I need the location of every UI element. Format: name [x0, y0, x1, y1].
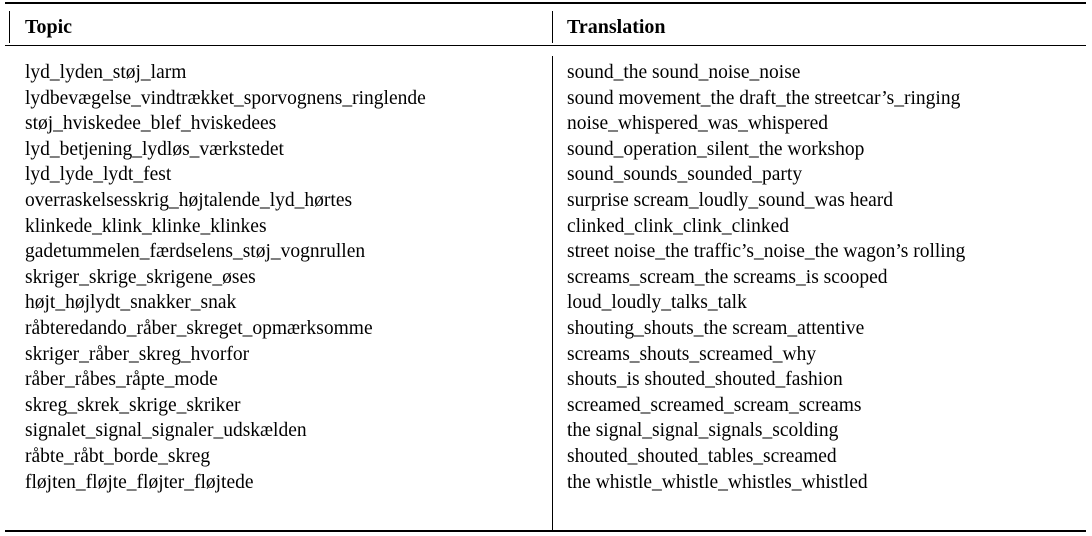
topic-cell: klinkede_klink_klinke_klinkes: [25, 215, 267, 237]
translation-cell: screams_shouts_screamed_why: [567, 343, 817, 365]
translation-cell: street noise_the traffic’s_noise_the wagon’s rolling: [567, 241, 966, 263]
topic-cell: lyd_betjening_lydløs_værkstedet: [25, 138, 284, 160]
topic-cell: støj_hviskedee_blef_hviskedees: [25, 113, 277, 135]
translation-column-header: Translation: [567, 16, 666, 38]
table-row: [5, 215, 1086, 241]
table-row: [5, 138, 1086, 164]
translation-cell: the whistle_whistle_whistles_whistled: [567, 471, 868, 493]
topic-cell: overraskelsesskrig_højtalende_lyd_hørtes: [25, 189, 353, 211]
topic-cell: signalet_signal_signaler_udskælden: [25, 420, 307, 442]
table-row: [5, 445, 1086, 471]
topic-column-header: Topic: [25, 16, 73, 38]
topic-cell: højt_højlydt_snakker_snak: [25, 292, 237, 314]
table-row: [5, 394, 1086, 420]
table-row: [5, 61, 1086, 87]
translation-cell: loud_loudly_talks_talk: [567, 292, 747, 314]
translation-cell: sound_the sound_noise_noise: [567, 62, 801, 83]
topic-cell: råber_råbes_råpte_mode: [25, 369, 218, 391]
translation-cell: shouting_shouts_the scream_attentive: [567, 317, 865, 339]
table-row: [5, 419, 1086, 445]
table-row: [5, 163, 1086, 189]
table-row: [5, 291, 1086, 317]
table-row: [5, 112, 1086, 138]
topic-cell: lydbevægelse_vindtrækket_sporvognens_ringlende: [25, 87, 426, 109]
table-row: [5, 368, 1086, 394]
table-row: [5, 343, 1086, 369]
translation-cell: sound_sounds_sounded_party: [567, 164, 803, 186]
table-row: [5, 317, 1086, 343]
topic-cell: lyd_lyde_lydt_fest: [25, 164, 172, 186]
table-row: [5, 266, 1086, 292]
topic-cell: skreg_skrek_skrige_skriker: [25, 394, 241, 416]
bottom-rule: [5, 530, 1086, 532]
topic-cell: gadetummelen_færdselens_støj_vognrullen: [25, 241, 366, 263]
topic-cell: skriger_skrige_skrigene_øses: [25, 266, 256, 288]
translation-cell: shouted_shouted_tables_screamed: [567, 445, 837, 467]
translation-cell: noise_whispered_was_whispered: [567, 113, 829, 135]
translation-cell: sound_operation_silent_the workshop: [567, 138, 865, 160]
translation-cell: screamed_screamed_scream_screams: [567, 394, 862, 416]
topic-cell: råbte_råbt_borde_skreg: [25, 445, 211, 467]
table-body: [5, 61, 1086, 496]
topic-cell: lyd_lyden_støj_larm: [25, 62, 187, 83]
translation-cell: surprise scream_loudly_sound_was heard: [567, 189, 894, 211]
translation-cell: sound movement_the draft_the streetcar’s_ringing: [567, 87, 961, 109]
topic-cell: råbteredando_råber_skreget_opmærksomme: [25, 317, 373, 339]
topic-cell: fløjten_fløjte_fløjter_fløjtede: [25, 471, 254, 493]
translation-cell: clinked_clink_clink_clinked: [567, 215, 790, 237]
translation-cell: the signal_signal_signals_scolding: [567, 420, 839, 442]
table-row: [5, 189, 1086, 215]
header-rule: [5, 45, 1086, 46]
translation-cell: screams_scream_the screams_is scooped: [567, 266, 888, 288]
table-header-row: [5, 2, 1086, 45]
table-row: [5, 240, 1086, 266]
table-row: [5, 87, 1086, 113]
topic-cell: skriger_råber_skreg_hvorfor: [25, 343, 250, 365]
topic-translation-table: [5, 2, 1086, 532]
table-row: [5, 471, 1086, 497]
translation-cell: shouts_is shouted_shouted_fashion: [567, 369, 843, 391]
